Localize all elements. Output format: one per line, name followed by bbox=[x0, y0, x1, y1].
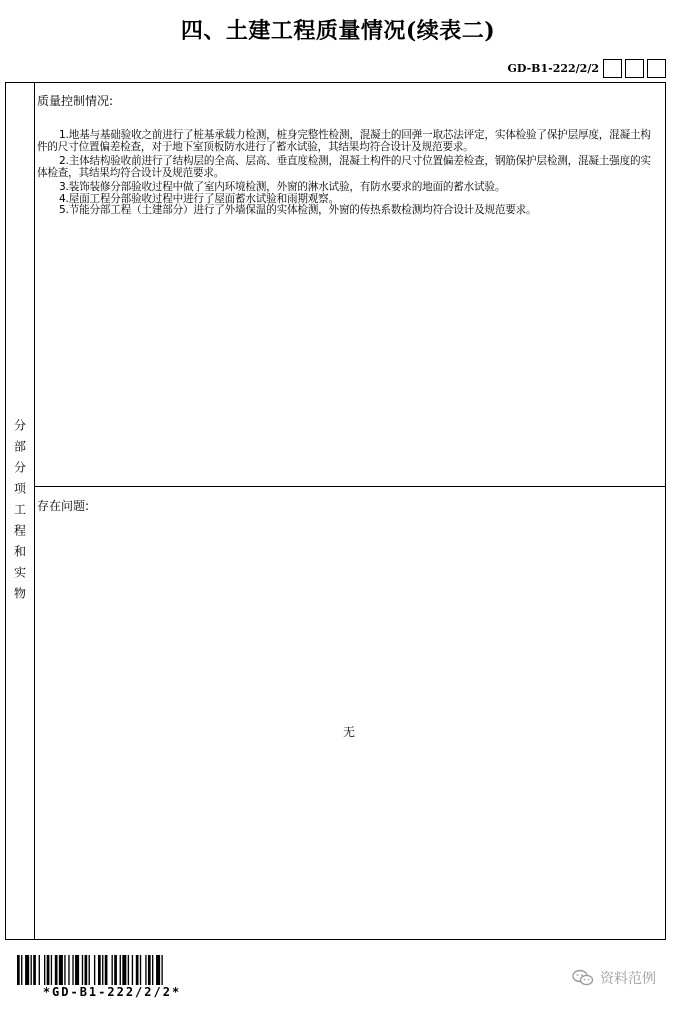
list-item: 5.节能分部工程（土建部分）进行了外墙保温的实体检测，外窗的传热系数检测均符合设计及规范要求。 bbox=[59, 204, 537, 216]
side-label: 分部分项工程和实物 bbox=[12, 419, 27, 608]
quality-control-section bbox=[35, 83, 665, 487]
form-code-row bbox=[507, 58, 666, 78]
wechat-icon bbox=[572, 969, 594, 987]
code-box-1[interactable] bbox=[603, 59, 622, 78]
barcode bbox=[17, 955, 207, 985]
list-item: 2.主体结构验收前进行了结构层的全高、层高、垂直度检测，混凝土构件的尺寸位置偏差检查，钢筋保护层检测，混凝土强度的实体检查，其结果均符合设计及规范要求。 bbox=[37, 155, 651, 179]
quality-control-heading: 质量控制情况: bbox=[37, 94, 114, 108]
side-label-wrap bbox=[6, 419, 34, 608]
code-box-3[interactable] bbox=[647, 59, 666, 78]
issues-heading: 存在问题: bbox=[37, 499, 90, 513]
list-item: 4.屋面工程分部验收过程中进行了屋面蓄水试验和雨期观察。 bbox=[59, 192, 339, 205]
page-title: 四、土建工程质量情况(续表二) bbox=[180, 18, 496, 44]
barcode-text: *GD-B1-222/2/2* bbox=[42, 985, 182, 999]
side-column bbox=[6, 83, 35, 939]
form-table bbox=[5, 82, 666, 940]
issues-content: 无 bbox=[343, 725, 356, 739]
issues-section bbox=[35, 487, 665, 939]
list-item: 1.地基与基础验收之前进行了桩基承载力检测，桩身完整性检测，混凝土的回弹一取芯法评定，实体检验了保护层厚度，混凝土构件的尺寸位置偏差检查，对于地下室顶板防水进行了蓄水试验，其结果均符合设计及规范要求。 bbox=[37, 129, 651, 153]
quality-control-list bbox=[37, 130, 661, 217]
code-box-2[interactable] bbox=[625, 59, 644, 78]
watermark bbox=[572, 968, 656, 988]
form-code: GD-B1-222/2/2 bbox=[507, 61, 599, 75]
list-item: 3.装饰装修分部验收过程中做了室内环境检测，外窗的淋水试验，有防水要求的地面的蓄水试验。 bbox=[59, 181, 506, 193]
watermark-text: 资料范例 bbox=[600, 971, 656, 987]
